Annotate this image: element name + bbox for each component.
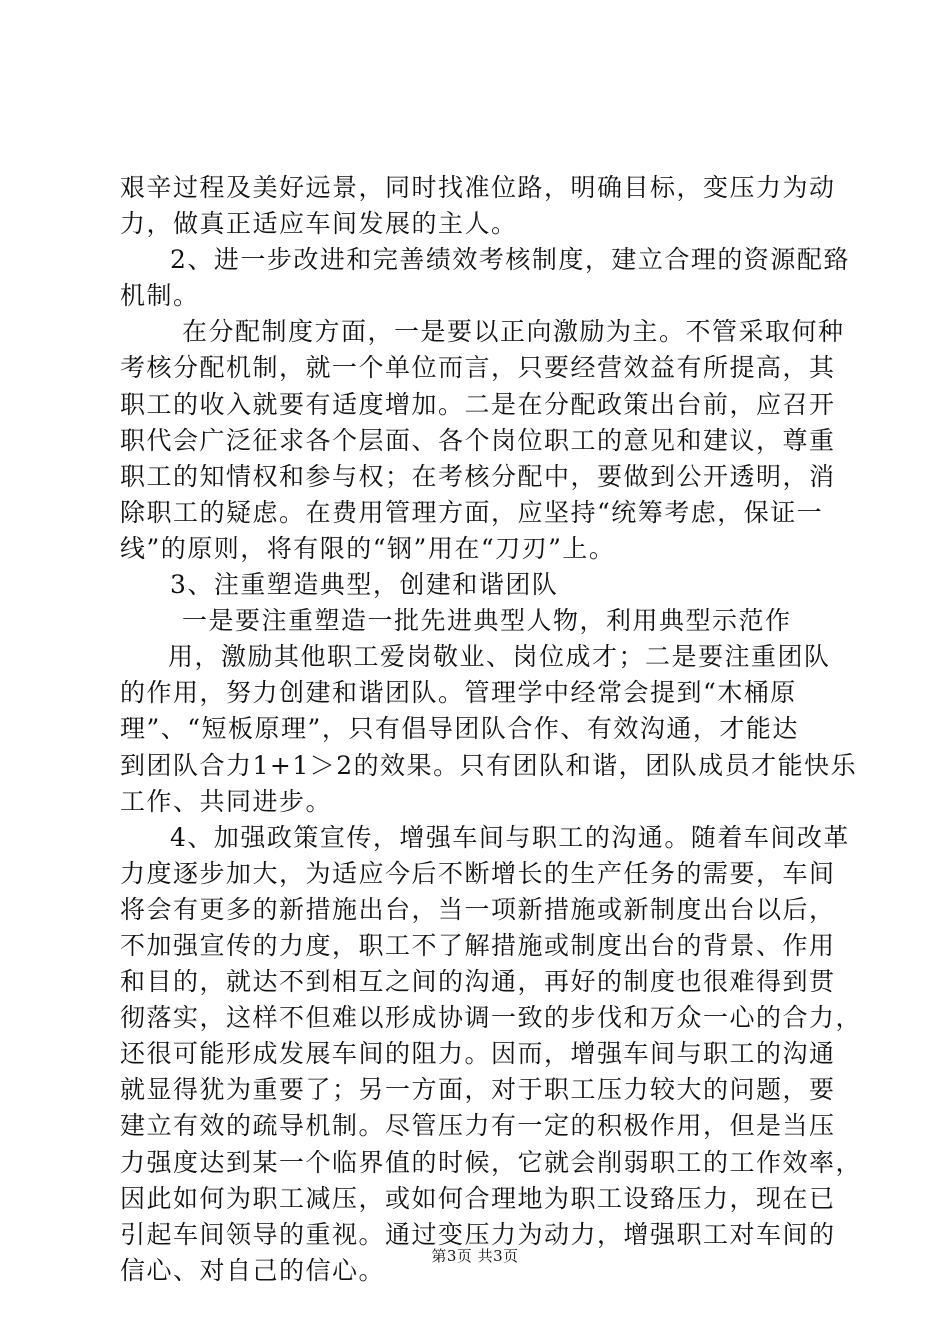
text-line: 就显得犹为重要了；另一方面，对于职工压力较大的问题，要 [120, 1075, 836, 1105]
text-line: 职工的收入就要有适度增加。二是在分配政策出台前，应召开 [120, 389, 836, 419]
text-line: 引起车间领导的重视。通过变压力为动力，增强职工对车间的 [120, 1219, 836, 1249]
text-line: 建立有效的疏导机制。尽管压力有一定的积极作用，但是当压 [120, 1111, 836, 1141]
text-line: 的作用，努力创建和谐团队。管理学中经常会提到“木桶原 [120, 678, 797, 708]
section-heading: 2、进一步改进和完善绩效考核制度，建立合理的资源配臵 [170, 245, 850, 275]
text-line: 因此如何为职工减压，或如何合理地为职工设臵压力，现在已 [120, 1183, 836, 1213]
section-heading: 4、加强政策宣传，增强车间与职工的沟通。随着车间改革 [170, 822, 850, 852]
text-line: 线”的原则，将有限的“钢”用在“刀刃”上。 [120, 533, 616, 563]
text-line: 彻落实，这样不但难以形成协调一致的步伐和万众一心的合力， [120, 1003, 863, 1033]
text-line: 到团队合力1+1＞2的效果。只有团队和谐，团队成员才能快乐 [120, 750, 858, 780]
text-line: 除职工的疑虑。在费用管理方面，应坚持“统筹考虑，保证一 [120, 497, 824, 527]
text-line: 还很可能形成发展车间的阻力。因而，增强车间与职工的沟通 [120, 1039, 836, 1069]
section-heading: 3、注重塑造典型，创建和谐团队 [170, 570, 559, 600]
text-line: 职代会广泛征求各个层面、各个岗位职工的意见和建议，尊重 [120, 425, 836, 455]
page-number-footer: 第3页 共3页 [431, 1247, 519, 1265]
text-line: 机制。 [120, 281, 200, 311]
text-line: 力，做真正适应车间发展的主人。 [120, 209, 518, 239]
text-line: 考核分配机制，就一个单位而言，只要经营效益有所提高，其 [120, 353, 836, 383]
text-line: 力度逐步加大，为适应今后不断增长的生产任务的需要，车间 [120, 858, 836, 888]
text-line: 不加强宣传的力度，职工不了解措施或制度出台的背景、作用 [120, 930, 836, 960]
text-line: 职工的知情权和参与权；在考核分配中，要做到公开透明，消 [120, 461, 836, 491]
text-line: 理”、“短板原理”，只有倡导团队合作、有效沟通，才能达 [120, 714, 799, 744]
document-body [120, 170, 863, 1289]
text-line: 工作、共同进步。 [120, 786, 333, 816]
text-line: 将会有更多的新措施出台，当一项新措施或新制度出台以后， [120, 894, 836, 924]
text-line: 用，激励其他职工爱岗敬业、岗位成才；二是要注重团队 [168, 642, 831, 672]
text-line: 艰辛过程及美好远景，同时找准位路，明确目标，变压力为动 [120, 173, 836, 202]
paragraph-start: 在分配制度方面，一是要以正向激励为主。不管采取何种 [182, 317, 845, 347]
text-line: 信心、对自己的信心。 [120, 1255, 386, 1285]
text-line: 和目的，就达不到相互之间的沟通，再好的制度也很难得到贯 [120, 967, 836, 997]
text-line: 力强度达到某一个临界值的时候，它就会削弱职工的工作效率， [120, 1147, 863, 1177]
paragraph-start: 一是要注重塑造一批先进典型人物，利用典型示范作 [182, 606, 792, 636]
